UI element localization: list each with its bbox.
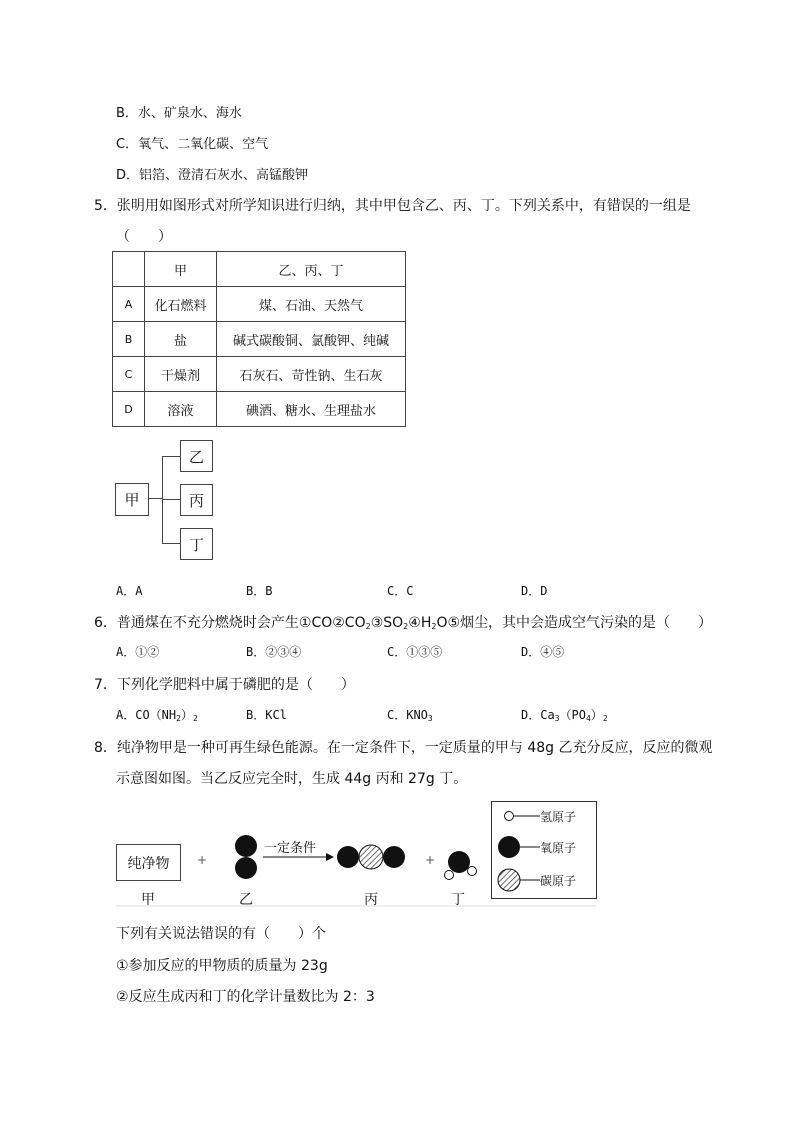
oxygen-atom-icon bbox=[235, 857, 257, 879]
q8-statement-1: ①参加反应的甲物质的质量为 23g bbox=[116, 958, 328, 974]
table-cell: 石灰石、苛性钠、生石灰 bbox=[217, 357, 406, 392]
q5-stem-line1: 5．张明用如图形式对所学知识进行归纳，其中甲包含乙、丙、丁。下列关系中，有错误的一组是 bbox=[94, 198, 691, 214]
q5-option-a: A．A bbox=[116, 584, 143, 598]
table-cell: A bbox=[113, 287, 145, 322]
q7-option-d: D．$Ca_3(PO_4)_2$ bbox=[521, 708, 608, 723]
table-cell: 乙、丙、丁 bbox=[217, 252, 406, 287]
oxygen-atom-icon bbox=[383, 846, 405, 868]
legend-hydrogen: 氢原子 bbox=[540, 810, 577, 824]
oxygen-atom-icon bbox=[448, 851, 470, 873]
plus-sign: + bbox=[425, 853, 436, 867]
q4-option-d: D．铝箔、澄清石灰水、高锰酸钾 bbox=[116, 168, 309, 183]
table-cell: 干燥剂 bbox=[145, 357, 217, 392]
q7-stem: 7．下列化学肥料中属于磷肥的是（ ） bbox=[94, 677, 355, 693]
arrow-head-icon bbox=[326, 853, 334, 861]
q8-stem-line2: 示意图如图。当乙反应完全时，生成 44g 丙和 27g 丁。 bbox=[116, 771, 468, 787]
table-cell: D bbox=[113, 392, 145, 427]
label-ding: 丁 bbox=[451, 892, 465, 908]
label-bing: 丙 bbox=[364, 892, 378, 908]
table-cell: 盐 bbox=[145, 322, 217, 357]
tree-child-box: 丁 bbox=[180, 528, 213, 560]
table-cell: 煤、石油、天然气 bbox=[217, 287, 406, 322]
q6-stem: 6．普通煤在不充分燃烧时会产生$①CO②CO_2③SO_2④H_2O⑤$烟尘，其中会造成空气污染的是（ ） bbox=[94, 615, 713, 631]
reactant-box: 纯净物 bbox=[116, 844, 181, 881]
oxygen-atom-icon bbox=[337, 846, 359, 868]
carbon-atom-icon bbox=[498, 869, 520, 891]
q6-option-a: A．①② bbox=[116, 645, 160, 659]
tree-child-box: 乙 bbox=[180, 440, 213, 472]
table-cell: 碱式碳酸铜、氯酸钾、纯碱 bbox=[217, 322, 406, 357]
hydrogen-atom-icon bbox=[445, 871, 454, 880]
oxygen-atom-icon bbox=[235, 835, 257, 857]
label-jia: 甲 bbox=[141, 892, 155, 908]
carbon-atom-icon bbox=[359, 845, 383, 869]
table-cell: 碘酒、糖水、生理盐水 bbox=[217, 392, 406, 427]
q6-option-c: C．①③⑤ bbox=[387, 645, 443, 659]
hydrogen-atom-icon bbox=[505, 812, 514, 821]
tree-child-box: 丙 bbox=[180, 484, 213, 516]
q6-option-b: B．②③④ bbox=[246, 645, 302, 659]
q7-option-b: B．KCl bbox=[246, 708, 287, 722]
q4-option-b: B．水、矿泉水、海水 bbox=[116, 106, 242, 121]
table-cell: 化石燃料 bbox=[145, 287, 217, 322]
legend-oxygen: 氧原子 bbox=[540, 841, 577, 855]
label-yi: 乙 bbox=[239, 892, 253, 908]
q6-option-d: D．④⑤ bbox=[521, 645, 565, 659]
q8-statement-2: ②反应生成丙和丁的化学计量数比为 2：3 bbox=[116, 989, 375, 1005]
plus-sign: + bbox=[197, 853, 208, 867]
q8-stem-line1: 8．纯净物甲是一种可再生绿色能源。在一定条件下，一定质量的甲与 48g 乙充分反应，反应的微观 bbox=[94, 740, 713, 756]
table-cell: C bbox=[113, 357, 145, 392]
arrow-label: 一定条件 bbox=[264, 841, 317, 856]
q4-option-c: C．氧气、二氧化碳、空气 bbox=[116, 137, 269, 152]
table-cell: 溶液 bbox=[145, 392, 217, 427]
tree-parent-box: 甲 bbox=[115, 483, 149, 516]
oxygen-atom-icon bbox=[498, 836, 520, 858]
q7-option-a: A．$CO(NH_2)_2$ bbox=[116, 708, 198, 723]
q7-option-c: C．$KNO_3$ bbox=[387, 708, 433, 723]
q5-option-b: B．B bbox=[246, 584, 273, 598]
q5-option-d: D．D bbox=[521, 584, 548, 598]
legend-carbon: 碳原子 bbox=[540, 874, 577, 888]
table-cell: 甲 bbox=[145, 252, 217, 287]
q5-stem-line2: （ ） bbox=[116, 229, 172, 245]
hydrogen-atom-icon bbox=[468, 867, 477, 876]
q8-sub-stem: 下列有关说法错误的有（ ）个 bbox=[116, 926, 326, 942]
q5-option-c: C．C bbox=[387, 584, 414, 598]
table-cell: B bbox=[113, 322, 145, 357]
